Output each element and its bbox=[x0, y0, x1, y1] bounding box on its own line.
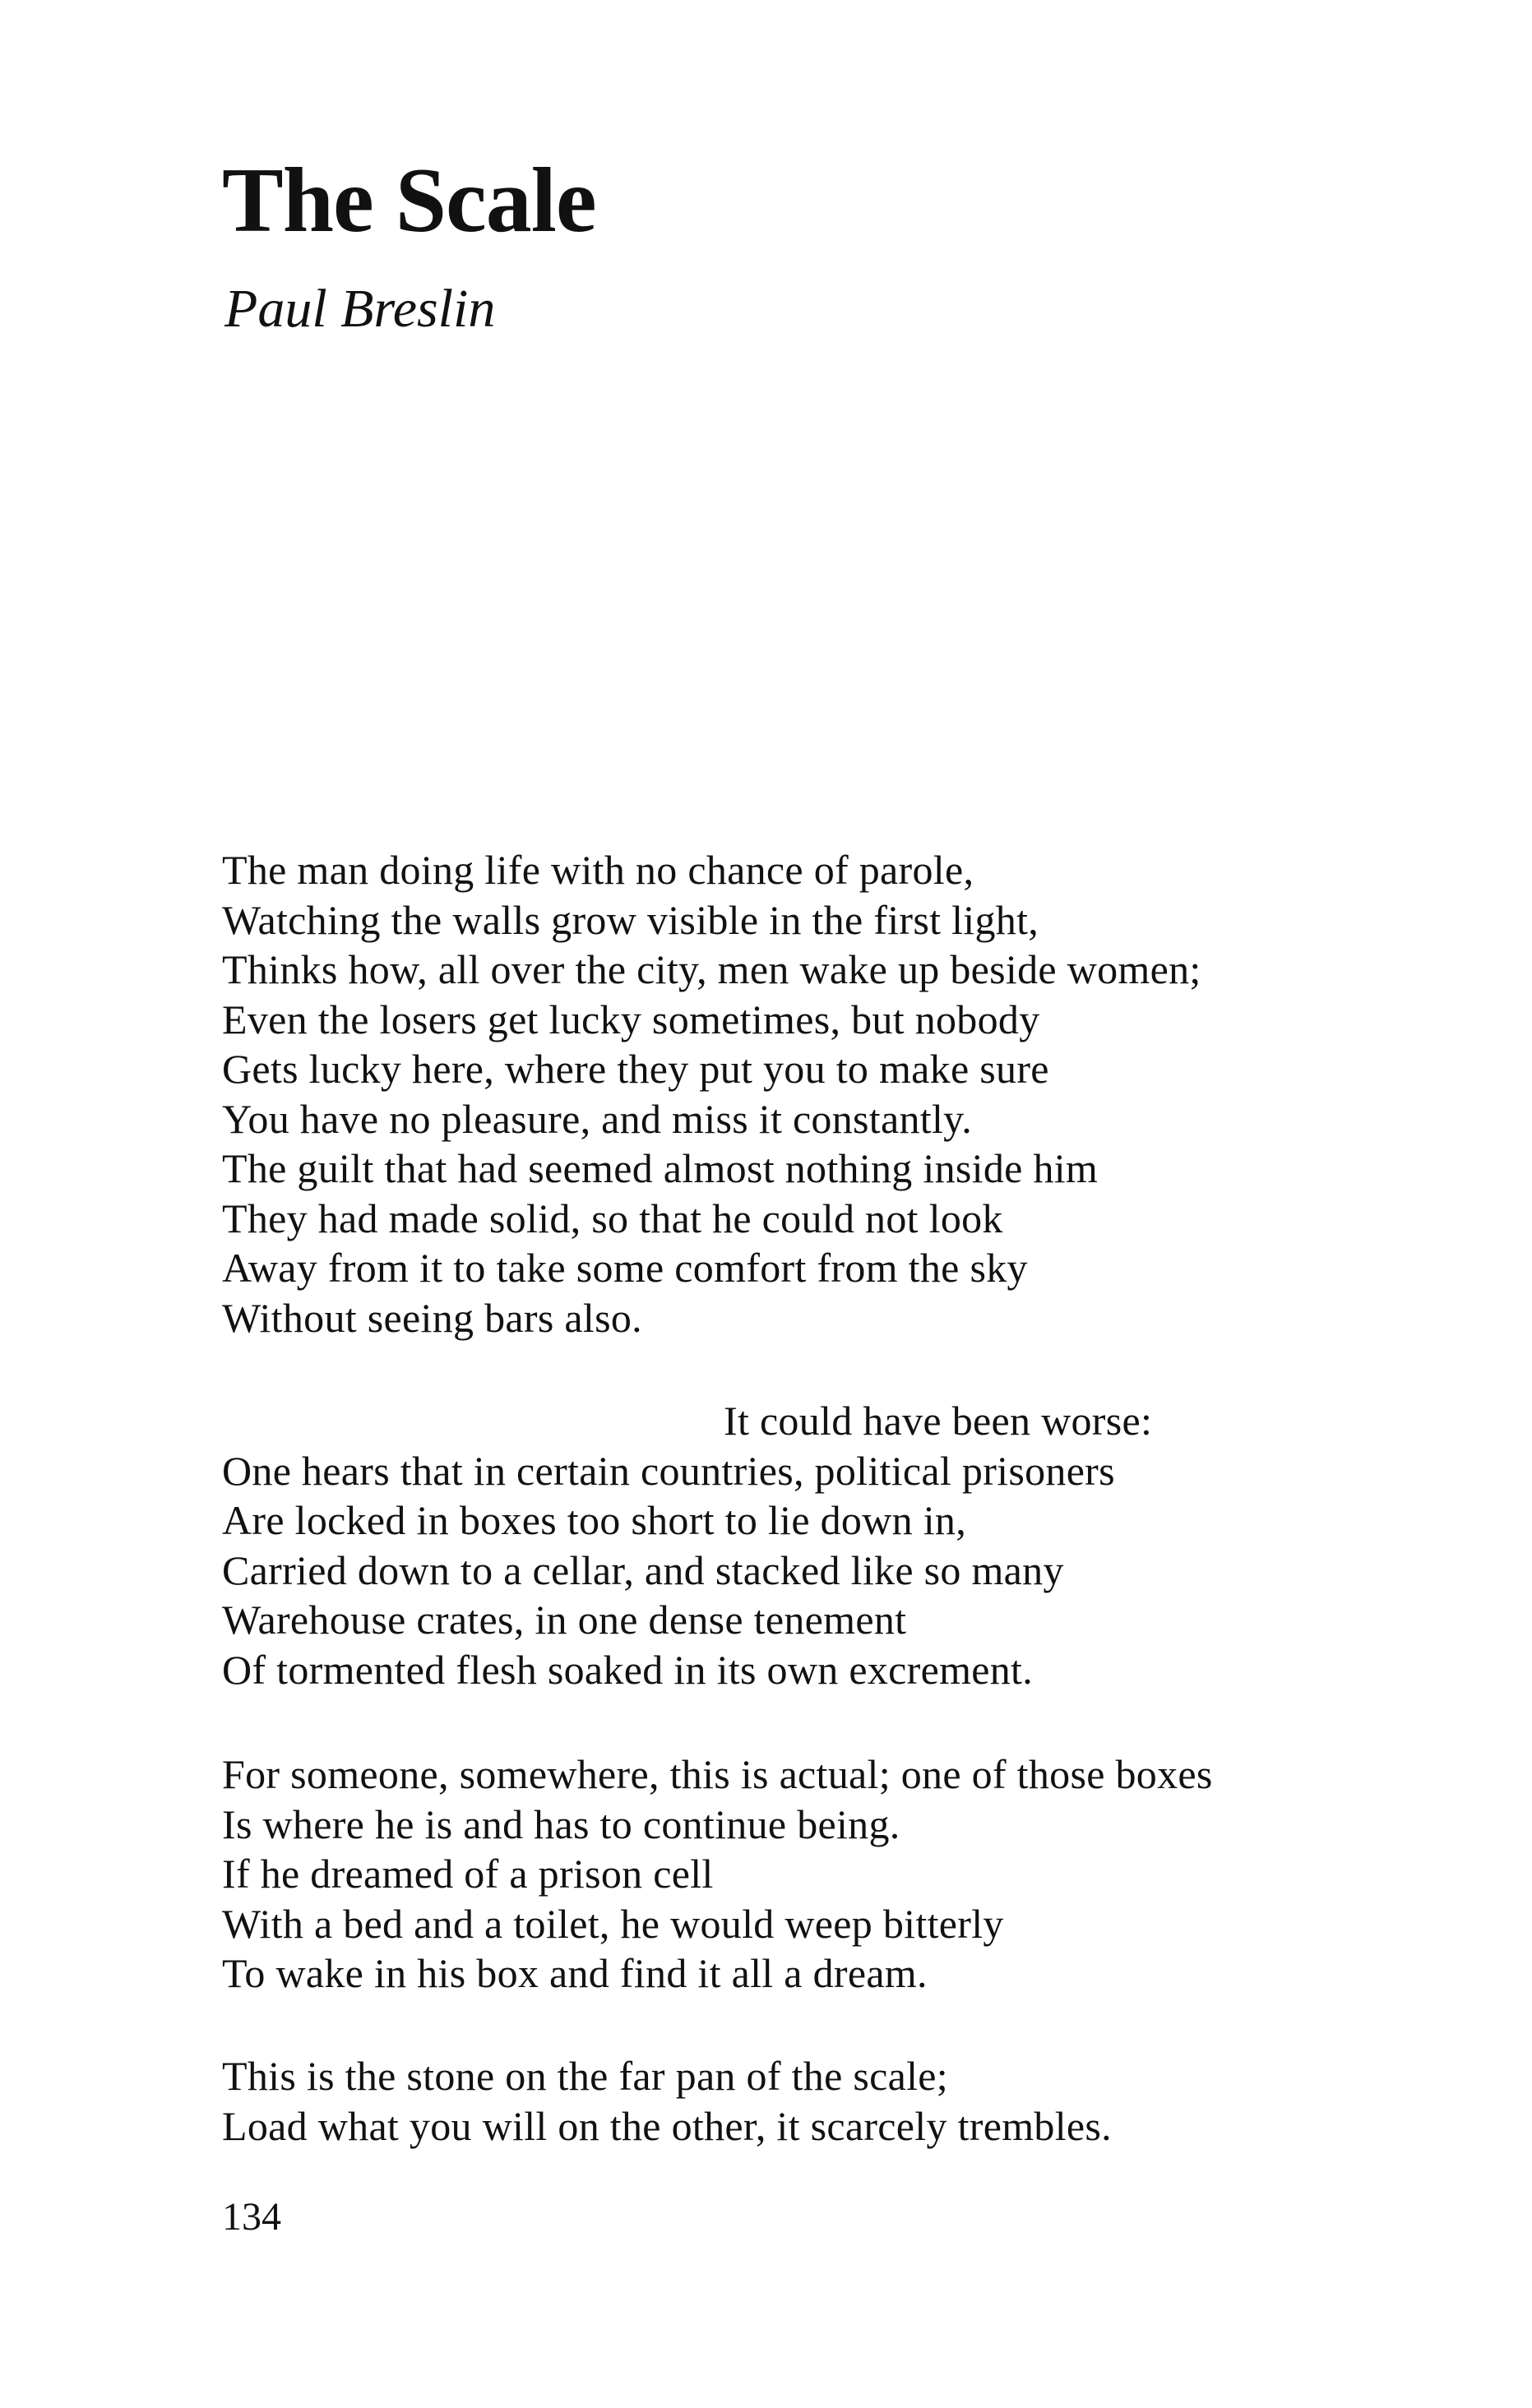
poem-line: Without seeing bars also. bbox=[222, 1294, 642, 1341]
poem-line: This is the stone on the far pan of the scale; bbox=[222, 2053, 948, 2099]
poem-line: Away from it to take some comfort from the sky bbox=[222, 1245, 1028, 1291]
poem-line: With a bed and a toilet, he would weep bitterly bbox=[222, 1900, 1004, 1947]
poem-line: The man doing life with no chance of parole, bbox=[222, 847, 974, 893]
poem-line: Load what you will on the other, it scarcely trembles. bbox=[222, 2102, 1112, 2149]
poem-line: You have no pleasure, and miss it constantly. bbox=[222, 1095, 973, 1142]
poem-line: They had made solid, so that he could not look bbox=[222, 1195, 1003, 1241]
poem-line: Watching the walls grow visible in the first light, bbox=[222, 896, 1039, 943]
poem-line: One hears that in certain countries, political prisoners bbox=[222, 1447, 1115, 1494]
stanza-3 bbox=[222, 1749, 1213, 1999]
poem-line: Carried down to a cellar, and stacked like so many bbox=[222, 1546, 1064, 1593]
poem-line: Of tormented flesh soaked in its own excrement. bbox=[222, 1646, 1034, 1693]
poem-line: If he dreamed of a prison cell bbox=[222, 1851, 714, 1897]
poem-line: It could have been worse: bbox=[724, 1398, 1153, 1444]
poem-line: For someone, somewhere, this is actual; one of those boxes bbox=[222, 1751, 1213, 1797]
poem-line: Are locked in boxes too short to lie down in, bbox=[222, 1497, 967, 1543]
poem-title: The Scale bbox=[222, 150, 596, 252]
stanza-1 bbox=[222, 845, 1201, 1343]
poem-line: Thinks how, all over the city, men wake up beside women; bbox=[222, 946, 1201, 992]
poem-line: Is where he is and has to continue being. bbox=[222, 1800, 900, 1847]
poem-line: Gets lucky here, where they put you to make sure bbox=[222, 1046, 1049, 1092]
stanza-4 bbox=[222, 2051, 1112, 2151]
poem-author: Paul Breslin bbox=[224, 279, 496, 339]
page-number: 134 bbox=[222, 2195, 281, 2239]
poem-line: The guilt that had seemed almost nothing inside him bbox=[222, 1145, 1099, 1191]
poem-line: Warehouse crates, in one dense tenement bbox=[222, 1597, 907, 1643]
poem-line: Even the losers get lucky sometimes, but nobody bbox=[222, 996, 1040, 1042]
stanza-2 bbox=[222, 1396, 1152, 1694]
poem-line: To wake in his box and find it all a dream. bbox=[222, 1950, 928, 1996]
